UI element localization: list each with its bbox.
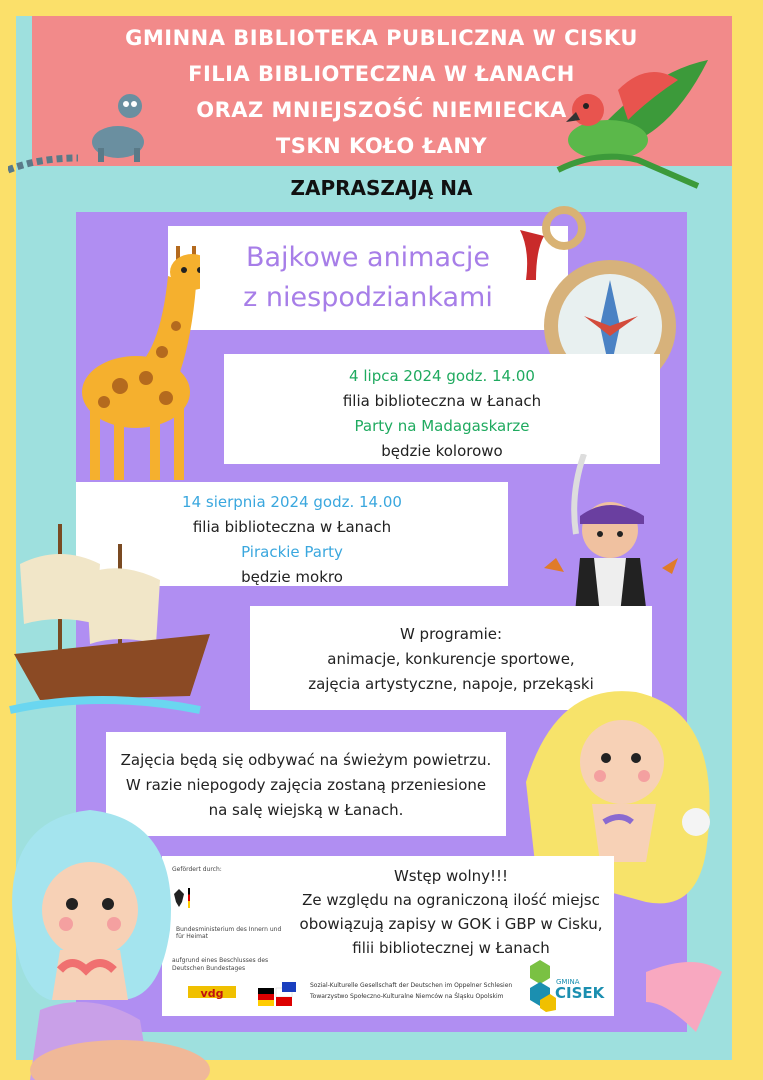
event-card-madagascar — [224, 354, 660, 464]
resolution-note: aufgrund eines Beschlusses des Deutschen Bundestages — [172, 957, 269, 972]
event-note: będzie kolorowo — [381, 442, 503, 460]
header-line-1: GMINNA BIBLIOTEKA PUBLICZNA W CISKU — [125, 26, 638, 50]
event-name: Party na Madagaskarze — [354, 417, 530, 435]
tskn-logo — [258, 982, 296, 1008]
header-line-4: TSKN KOŁO ŁANY — [275, 134, 488, 158]
program-heading: W programie: — [399, 625, 503, 643]
invite-text: ZAPRASZAJĄ NA — [290, 176, 473, 200]
ship-illustration — [0, 504, 222, 726]
info-line-3: obowiązują zapisy w GOK i GBP w Cisku, — [299, 915, 603, 933]
notice-line-3: na salę wiejską w Łanach. — [208, 801, 404, 819]
tskn-name — [310, 980, 550, 1002]
info-line-2: Ze względu na ograniczoną ilość miejsc — [302, 891, 600, 909]
event-title-line-1: Bajkowe animacje — [245, 242, 490, 273]
tskn-name-pl: Towarzystwo Społeczno-Kulturalne Niemców na Śląsku Opolskim — [310, 993, 504, 1000]
gmina-label: GMINA — [556, 978, 580, 986]
lemur-illustration — [8, 92, 148, 182]
event-date: 4 lipca 2024 godz. 14.00 — [349, 367, 535, 385]
notice-line-2: W razie niepogody zajęcia zostaną przeniesione — [125, 776, 487, 794]
parrot-illustration — [548, 60, 710, 190]
notice-line-1: Zajęcia będą się odbywać na świeżym powietrzu. — [120, 751, 492, 769]
event-name: Pirackie Party — [241, 543, 343, 561]
tskn-name-de: Sozial-Kulturelle Gesellschaft der Deutschen im Oppelner Schlesien — [310, 982, 513, 989]
registration-info — [288, 864, 614, 960]
giraffe-illustration — [80, 236, 200, 482]
program-line-1: animacje, konkurencje sportowe, — [327, 650, 575, 668]
ministry-name: Bundesministerium des Innern und für Heimat — [176, 926, 282, 940]
vdg-logo-text: vdg — [200, 987, 224, 1000]
header-line-2: FILIA BIBLIOTECZNA W ŁANACH — [188, 62, 575, 86]
event-note: będzie mokro — [241, 568, 343, 586]
event-place: filia biblioteczna w Łanach — [342, 392, 542, 410]
event-date: 14 sierpnia 2024 godz. 14.00 — [182, 493, 402, 511]
event-place: filia biblioteczna w Łanach — [192, 518, 392, 536]
header-line-3: ORAZ MNIEJSZOŚĆ NIEMIECKA — [196, 98, 567, 122]
info-line-1: Wstęp wolny!!! — [393, 867, 509, 885]
program-line-2: zajęcia artystyczne, napoje, przekąski — [308, 675, 594, 693]
info-line-4: filii bibliotecznej w Łanach — [352, 939, 550, 957]
funded-by-label: Gefördert durch: — [172, 866, 222, 873]
gmina-name: CISEK — [555, 984, 605, 1002]
sponsors-info-card — [162, 856, 614, 1016]
event-title-line-2: z niespodziankami — [243, 282, 493, 313]
blue-mermaid-illustration — [0, 800, 210, 1080]
title-card — [168, 226, 568, 330]
